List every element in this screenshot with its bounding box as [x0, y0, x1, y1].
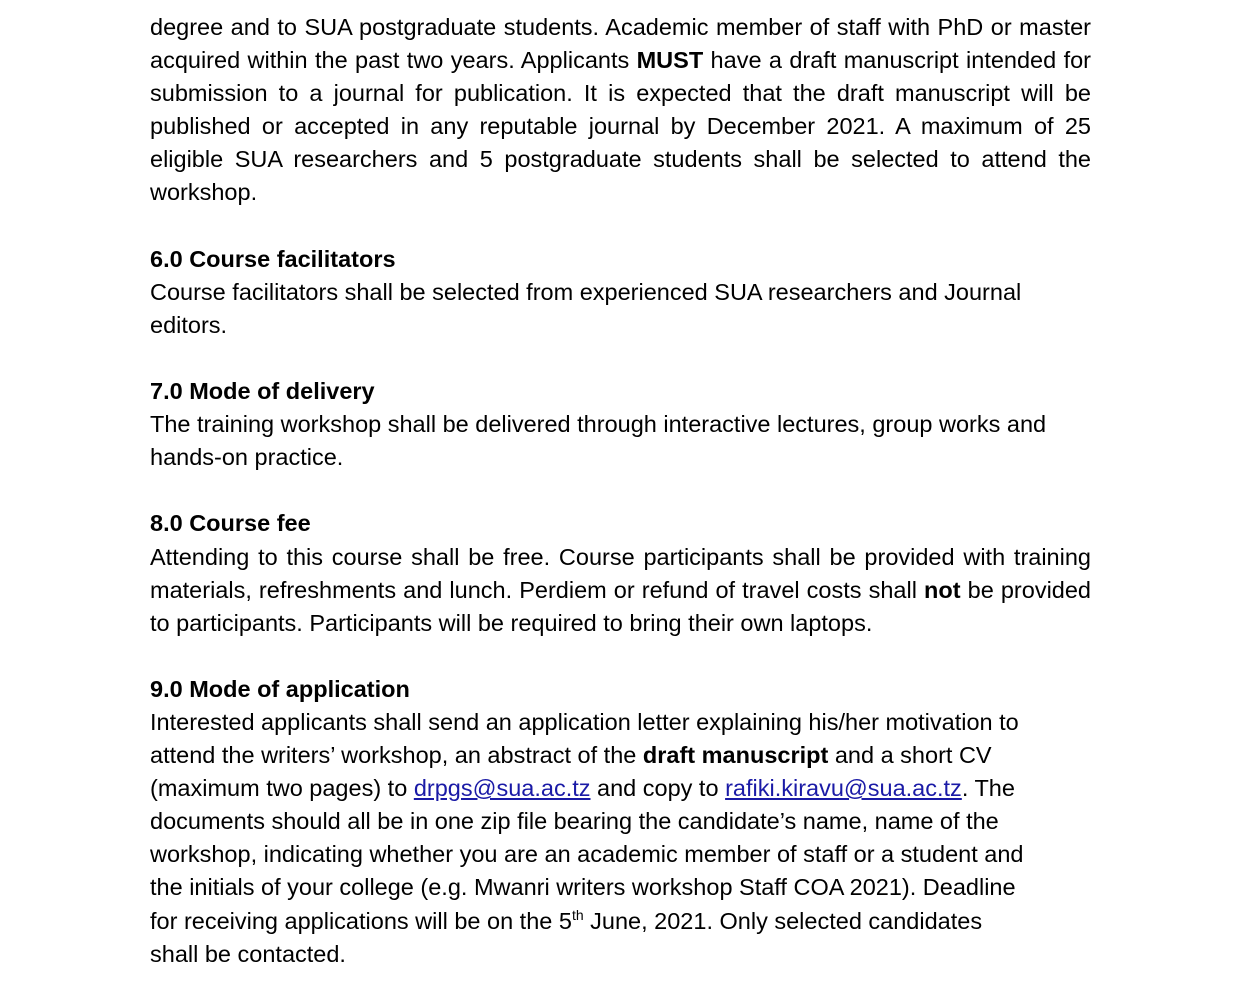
not-emphasis: not — [924, 576, 961, 603]
application-line-7 — [150, 905, 1091, 938]
application-line-7-tail: June, 2021. Only selected candidates — [583, 907, 983, 934]
application-line-8: shall be contacted. — [150, 940, 346, 967]
eligibility-paragraph — [150, 11, 1091, 210]
application-line-4: documents should all be in one zip file bearing the candidate’s name, name of the — [150, 808, 999, 835]
application-line-3 — [150, 772, 1091, 805]
spacer — [150, 474, 1091, 507]
application-line-3-tail: . The — [961, 775, 1015, 802]
section-heading-facilitators: 6.0 Course facilitators — [150, 245, 396, 272]
eligibility-text-1: degree and to SUA postgraduate students. Academic member of staff with PhD or master acquired within the past two years. Applicants — [150, 14, 1091, 74]
document-page — [150, 11, 1091, 971]
delivery-paragraph: The training workshop shall be delivered through interactive lectures, group works and hands-on practice. — [150, 411, 1047, 471]
section-heading-delivery: 7.0 Mode of delivery — [150, 378, 375, 405]
spacer — [150, 342, 1091, 375]
application-line-3-mid: and copy to — [590, 775, 726, 802]
email-link-kiravu[interactable]: rafiki.kiravu@sua.ac.tz — [725, 775, 962, 802]
spacer — [150, 210, 1091, 243]
section-heading-application: 9.0 Mode of application — [150, 675, 410, 702]
application-line-3-text: (maximum two pages) to — [150, 775, 414, 802]
must-emphasis: MUST — [636, 47, 704, 74]
eligibility-text-2: have a draft manuscript intended for submission to a journal for publication. It is expected that the draft manuscript will be published or accepted in any reputable journal by December 2021. A maximum of 25 eligible SUA researchers and 5 postgraduate students shall be selected to attend the workshop. — [150, 47, 1091, 206]
facilitators-paragraph: Course facilitators shall be selected from experienced SUA researchers and Journal editors. — [150, 278, 1022, 338]
application-line-2-text: attend the writers’ workshop, an abstract of the — [150, 742, 643, 769]
section-heading-fee: 8.0 Course fee — [150, 510, 311, 537]
draft-manuscript-emphasis: draft manuscript — [642, 742, 829, 769]
spacer — [150, 640, 1091, 673]
ordinal-superscript: th — [571, 906, 584, 923]
application-line-5: workshop, indicating whether you are an academic member of staff or a student and — [150, 841, 1024, 868]
application-line-2 — [150, 739, 1091, 772]
fee-text-1: Attending to this course shall be free. Course participants shall be provided with training materials, refreshments and lunch. Perdiem or refund of travel costs shall — [150, 543, 1091, 603]
fee-paragraph — [150, 541, 1091, 640]
email-link-drpgs[interactable]: drpgs@sua.ac.tz — [413, 775, 591, 802]
fee-text-2: be provided to participants. Participants will be required to bring their own laptops. — [150, 576, 1091, 636]
application-line-6: the initials of your college (e.g. Mwanri writers workshop Staff COA 2021). Deadline — [150, 874, 1016, 901]
application-line-7-text: for receiving applications will be on the 5 — [150, 907, 572, 934]
application-line-2-tail: and a short CV — [828, 742, 992, 769]
application-line-1: Interested applicants shall send an application letter explaining his/her motivation to — [150, 708, 1019, 735]
application-paragraph — [150, 706, 1091, 971]
